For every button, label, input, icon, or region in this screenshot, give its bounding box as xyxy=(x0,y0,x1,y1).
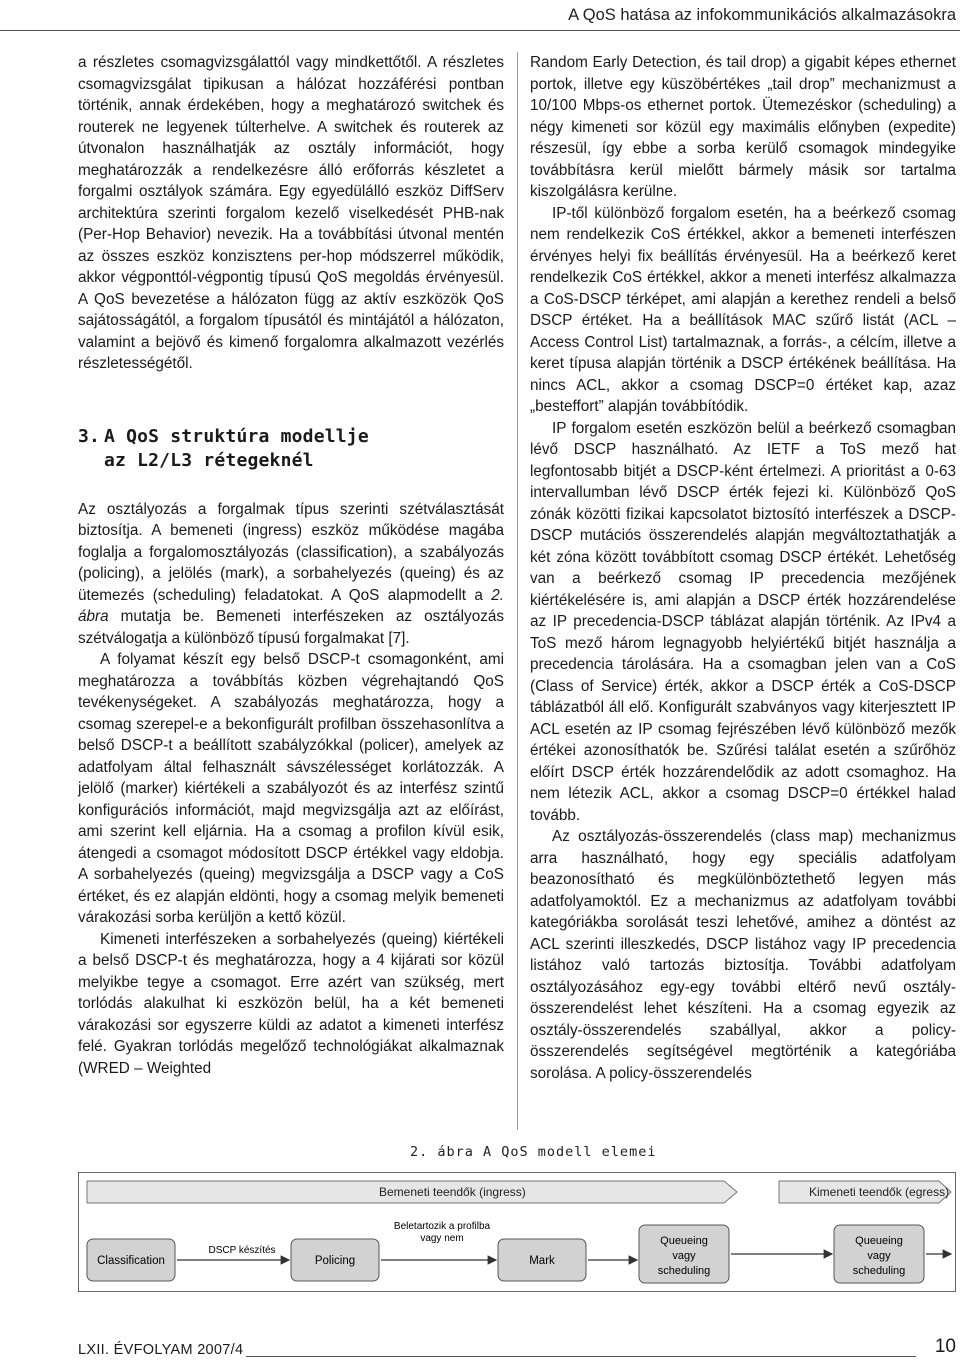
ingress-queueing-label-3: scheduling xyxy=(657,1265,711,1277)
profile-label-1: Beletartozik a profilba xyxy=(393,1221,491,1232)
page-number: 10 xyxy=(934,1336,956,1357)
qos-model-diagram xyxy=(78,1172,956,1292)
figure-reference: 2. ábra xyxy=(78,586,504,625)
intro-paragraph: a részletes csomagvizsgálattól vagy mindkettőtől. A részletes csomagvizsgálat tipikusan a hálózat hozzáférési pontban történik, annak érdekében, hogy a meghatározó switchek és routerek ne legyenek túlterhelve. A switchek és routerek az útvonalon használhatják az osztály információt, hogy meghatározzák a rendelkezésre álló erőforrás készletet a forgalmi osztályok számára. Egy egyedülálló eszköz DiffServ architektúra szerinti forgalom kezelő viselkedését PHB-nak (Per-Hop Behavior) nevezik. Ha a továbbítási útvonal mentén az összes eszköz konzisztens per-hop módszerrel működik, akkor végponttól-végpontig típusú QoS megoldás érvényesül. A QoS bevezetése a hálózaton függ az aktív eszközök QoS sajátosságától, a forgalom típusától és mintájától a hálózaton, valamint a bejövő és kimenő forgalomra alkalmazott vezérlés részletességétől. xyxy=(78,54,504,372)
classification-label: Classification xyxy=(97,1255,165,1267)
header-rule xyxy=(0,30,960,31)
ingress-queueing-label-1: Queueing xyxy=(660,1235,708,1247)
policing-label: Policing xyxy=(314,1255,356,1267)
section-title-line1: A QoS struktúra modellje xyxy=(104,425,369,447)
body-paragraph-1 xyxy=(78,499,504,650)
running-header-title: A QoS hatása az infokommunikációs alkalmazásokra xyxy=(568,6,956,24)
ingress-label: Bemeneti teendők (ingress) xyxy=(379,1185,526,1199)
right-paragraph-2: IP-től különböző forgalom esetén, ha a beérkező csomag nem rendelkezik CoS értékkel, akkor a bemeneti interfészen érvényes helyi fix beállítás érvényesül. Ha a beérkező keret rendelkezik CoS értékkel, akkor a meneti interfész alkalmazza a CoS-DSCP térképet, ami alapján a kerethez rendeli a belső DSCP értéket. Ha a beállítások MAC szűrő listát (ACL – Access Control List) tartalmaznak, a forrás-, a célcím, illetve a keret típusa alapján történik a DSCP értékének beállítása. Ha nincs ACL, akkor a csomag DSCP=0 értéket kap, azaz „besteffort” alapján továbbítódik. xyxy=(530,204,956,415)
egress-label: Kimeneti teendők (egress) xyxy=(809,1185,950,1199)
p1-text-b: mutatja be. Bemeneti interfészeken az osztályozás szétválogatja a különböző típusú forgalmakat [7]. xyxy=(78,608,504,647)
mark-label: Mark xyxy=(529,1255,555,1267)
dscp-create-label: DSCP készítés xyxy=(208,1245,276,1256)
body-paragraph-3: Kimeneti interfészeken a sorbahelyezés (queing) kiértékeli a belső DSCP-t és meghatározza, hogy a 4 kijárati sor közül melyikbe tegye a csomagot. Erre azért van szükség, mert torlódás alakulhat ki eszközön belül, ha a két bemeneti várakozási sor egyszerre küldi az adatot a kimeneti interfész felé. Gyakran torlódás megelőző technológiákat alkalmaznak (WRED – Weighted xyxy=(78,930,504,1077)
right-paragraph-1: Random Early Detection, és tail drop) a gigabit képes ethernet portok, illetve egy küszöbértékes „tail drop” mechanizmust a 10/100 Mbps-os ethernet portok. Ütemezéskor (scheduling) a négy kimeneti sor közül egy maximális előnyben (expedite) részesül, így ebbe a sorba kerülő csomagok mindegyike továbbításra kerül mielőtt bármely másik sor tartalma kiszolgálásra kerülne. xyxy=(530,54,956,200)
p1-text-a: Az osztályozás a forgalmak típus szerinti szétválasztását biztosítja. A bemeneti (ingress) eszköz működése magába foglalja a forgalomosztályozás (classification), a szabályozás (policing), a jelölés (mark), a sorbahelyezés (queing) és az ütemezés (scheduling) feladatokat. A QoS alapmodellt a xyxy=(78,500,504,604)
body-paragraph-2: A folyamat készít egy belső DSCP-t csomagonként, ami meghatározza a továbbítás közben végrehajtandó QoS tevékenységeket. A szabályozás meghatározza, hogy a csomag szerepel-e a bekonfigurált profilban összehasonlítva a belső DSCP-t a beállított szabályzókkal (policer), amelyek az adatfolyam által felhasznált sávszélességet korlátozzák. A jelölő (marker) kiértékeli a szabályozót és az interfész szintű konfigurációs információt, majd megvizsgálja azt az előírást, ami szerint kell eljárnia. Ha a csomag a profilon kívül esik, átengedi a csomagot módosított DSCP értékkel vagy eldobja. A sorbahelyezés (queing) megvizsgálja a DSCP vagy a CoS értéket, és ez alapján eldönti, hogy a csomag melyik bemeneti várakozási sorba kerüljön a kettő közül. xyxy=(78,651,504,926)
egress-queueing-label-3: scheduling xyxy=(852,1265,906,1277)
ingress-queueing-label-2: vagy xyxy=(672,1250,696,1262)
right-paragraph-3: IP forgalom esetén eszközön belül a beérkező csomagban lévő DSCP használható. Az IETF a ToS mező hat legfontosabb bitjét a DSCP-ként értelmezi. A prioritást a 0-63 intervallumban lévő DSCP érték fejezi ki. Különböző QoS zónák közötti fizikai kapcsolatot biztosító interfészek a DSCP-DSCP mutációs összerendelés alapján megváltoztathatják a két zóna között továbbított csomag DSCP értékét. Lehetőség van a beérkező csomag IP precedencia mezőjének kiértékelésére is, ami alapján a DSCP érték hozzárendelése az IP precedencia-DSCP táblázat alapján történik. Az IPv4 a ToS mező három legnagyobb helyiértékű bitjét használja a precedencia tárolására. Ha a csomagban jelen van a CoS (Class of Service) érték, akkor a DSCP érték a CoS-DSCP táblázatból áll elő. Konfigurált szabványos vagy kiterjesztett IP ACL esetén az IP csomag fejrészében lévő különböző mezők értékei azonosíthatók be. Szűrési találat esetén a szűrőhöz előírt DSCP érték hozzárendelődik az adott csomaghoz. Ha nem létezik ACL, akkor a csomag DSCP=0 értékkel halad tovább. xyxy=(530,419,956,824)
section-number: 3. xyxy=(78,425,101,447)
footer-volume: LXII. ÉVFOLYAM 2007/4 xyxy=(78,1342,244,1358)
egress-queueing-label-1: Queueing xyxy=(855,1235,903,1247)
left-column xyxy=(78,52,504,1079)
egress-queueing-label-2: vagy xyxy=(867,1250,891,1262)
column-divider xyxy=(517,52,518,1130)
footer-rule xyxy=(246,1356,916,1357)
right-paragraph-4: Az osztályozás-összerendelés (class map) mechanizmus arra használható, hogy egy speciális adatfolyam beazonosítható és megkülönböztethető legyen más adatfolyamoktól. Ez a mechanizmus az adatfolyam további kategóriákba sorolását teszi lehetővé, amihez a döntést az ACL szerinti illeszkedés, DSCP listához vagy IP precedencia listához való tartozás biztosítja. További adatfolyam osztályozásához egy-egy további eltérő nevű osztály-összerendelést lehet készíteni. Ha a csomag egyezik az osztály-összerendelés szabállyal, akkor a policy-összerendelés segítségével megtörténik a kategóriába sorolása. A policy-összerendelés xyxy=(530,828,956,1082)
right-column xyxy=(530,52,956,1084)
diagram-svg xyxy=(79,1173,957,1293)
section-title-line2: az L2/L3 rétegeknél xyxy=(104,449,314,471)
figure-caption: 2. ábra A QoS modell elemei xyxy=(410,1144,657,1160)
section-heading xyxy=(78,425,504,473)
profile-label-2: vagy nem xyxy=(420,1233,464,1244)
